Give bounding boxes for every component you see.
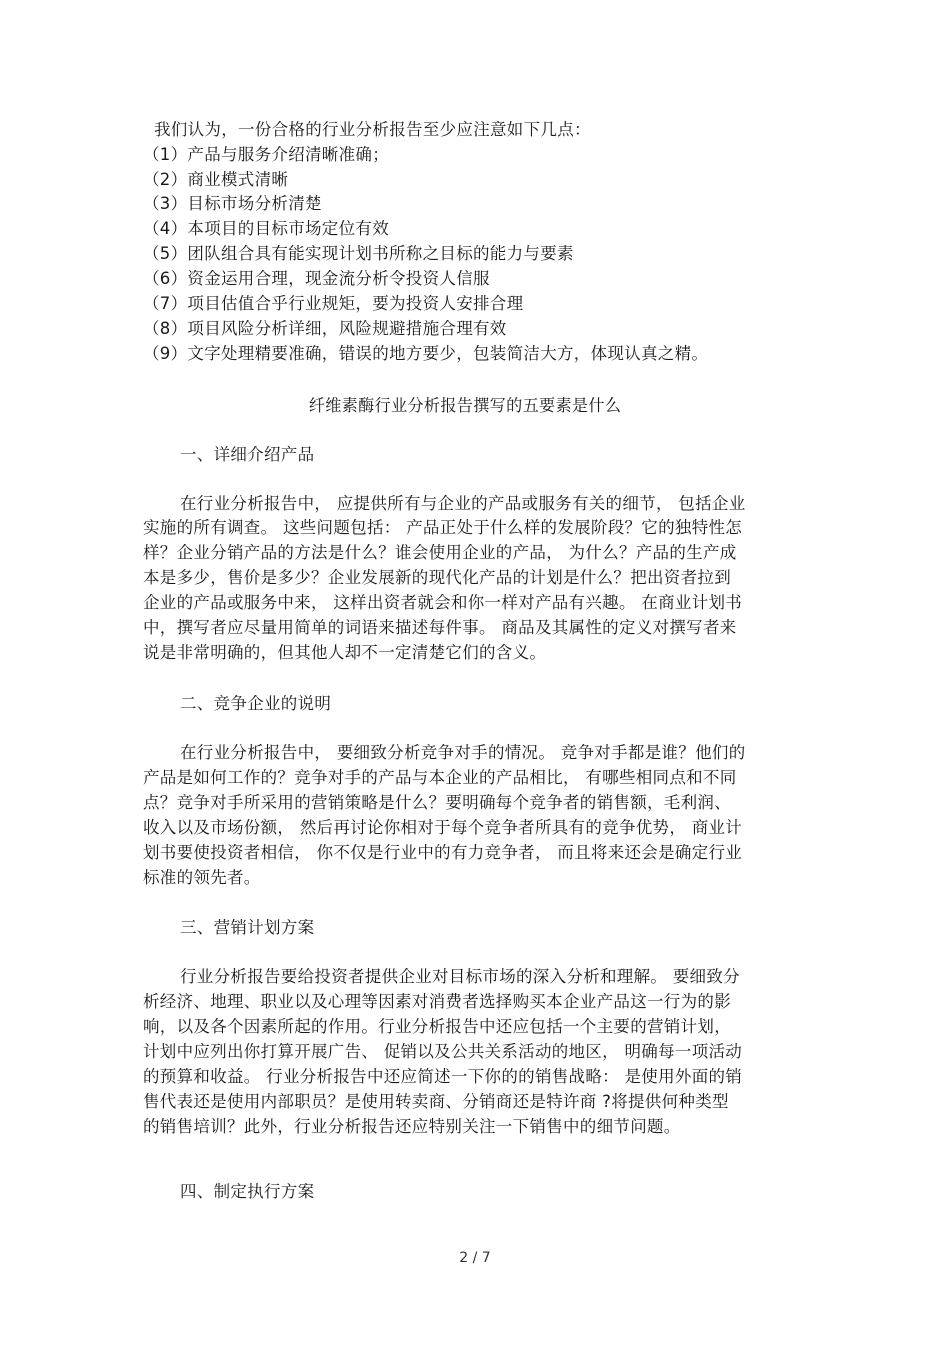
page-number: 2 / 7 xyxy=(459,1250,491,1266)
point-3: （3）目标市场分析清楚 xyxy=(143,194,322,213)
section-1-line: 在行业分析报告中， 应提供所有与企业的产品或服务有关的细节， 包括企业 xyxy=(180,494,746,513)
section-3-line: 行业分析报告要给投资者提供企业对目标市场的深入分析和理解。 要细致分 xyxy=(180,967,740,986)
section-1-line: 企业的产品或服务中来， 这样出资者就会和你一样对产品有兴趣。 在商业计划书 xyxy=(143,593,743,612)
point-4: （4）本项目的目标市场定位有效 xyxy=(143,219,389,238)
section-3-line: 析经济、地理、职业以及心理等因素对消费者选择购买本企业产品这一行为的影 xyxy=(143,992,731,1011)
point-6: （6）资金运用合理，现金流分析令投资人信服 xyxy=(143,269,490,288)
section-3-line: 计划中应列出你打算开展广告、 促销以及公共关系活动的地区， 明确每一项活动 xyxy=(143,1042,743,1061)
section-1-line: 样？企业分销产品的方法是什么？谁会使用企业的产品， 为什么？产品的生产成 xyxy=(143,543,737,562)
section-heading-4: 四、制定执行方案 xyxy=(180,1182,315,1201)
intro-line: 我们认为，一份合格的行业分析报告至少应注意如下几点： xyxy=(154,120,591,139)
point-9: （9）文字处理精要准确，错误的地方要少，包装简洁大方，体现认真之精。 xyxy=(143,344,709,363)
section-1-line: 中，撰写者应尽量用简单的词语来描述每件事。 商品及其属性的定义对撰写者来 xyxy=(143,618,737,637)
section-1-line: 说是非常明确的，但其他人却不一定清楚它们的含义。 xyxy=(143,643,547,662)
point-2: （2）商业模式清晰 xyxy=(143,170,289,189)
section-1-line: 实施的所有调查。 这些问题包括： 产品正处于什么样的发展阶段？它的独特性怎 xyxy=(143,518,743,537)
section-heading-2: 二、竞争企业的说明 xyxy=(180,694,332,713)
section-heading-3: 三、营销计划方案 xyxy=(180,918,315,937)
point-7: （7）项目估值合乎行业规矩，要为投资人安排合理 xyxy=(143,294,524,313)
section-3-line: 响，以及各个因素所起的作用。行业分析报告中还应包括一个主要的营销计划， xyxy=(143,1017,731,1036)
point-1: （1）产品与服务介绍清晰准确； xyxy=(143,145,389,164)
section-2-line: 收入以及市场份额， 然后再讨论你相对于每个竞争者所具有的竞争优势， 商业计 xyxy=(143,818,743,837)
section-3-line: 售代表还是使用内部职员？是使用转卖商、分销商还是特许商 ?将提供何种类型 xyxy=(143,1092,729,1111)
section-heading-1: 一、详细介绍产品 xyxy=(180,445,315,464)
section-3-line: 的销售培训？此外，行业分析报告还应特别关注一下销售中的细节问题。 xyxy=(143,1117,681,1136)
document-title: 纤维素酶行业分析报告撰写的五要素是什么 xyxy=(308,396,622,415)
section-2-line: 产品是如何工作的？竞争对手的产品与本企业的产品相比， 有哪些相同点和不同 xyxy=(143,768,737,787)
section-3-line: 的预算和收益。 行业分析报告中还应简述一下你的的销售战略： 是使用外面的销 xyxy=(143,1067,743,1086)
section-2-line: 在行业分析报告中， 要细致分析竞争对手的情况。 竞争对手都是谁？他们的 xyxy=(180,743,746,762)
section-2-line: 划书要使投资者相信， 你不仅是行业中的有力竞争者， 而且将来还会是确定行业 xyxy=(143,843,743,862)
section-2-line: 标准的领先者。 xyxy=(143,868,261,887)
point-5: （5）团队组合具有能实现计划书所称之目标的能力与要素 xyxy=(143,244,574,263)
point-8: （8）项目风险分析详细，风险规避措施合理有效 xyxy=(143,319,507,338)
section-2-line: 点？竞争对手所采用的营销策略是什么？要明确每个竞争者的销售额，毛利润、 xyxy=(143,793,731,812)
section-1-line: 本是多少，售价是多少？企业发展新的现代化产品的计划是什么？把出资者拉到 xyxy=(143,568,731,587)
